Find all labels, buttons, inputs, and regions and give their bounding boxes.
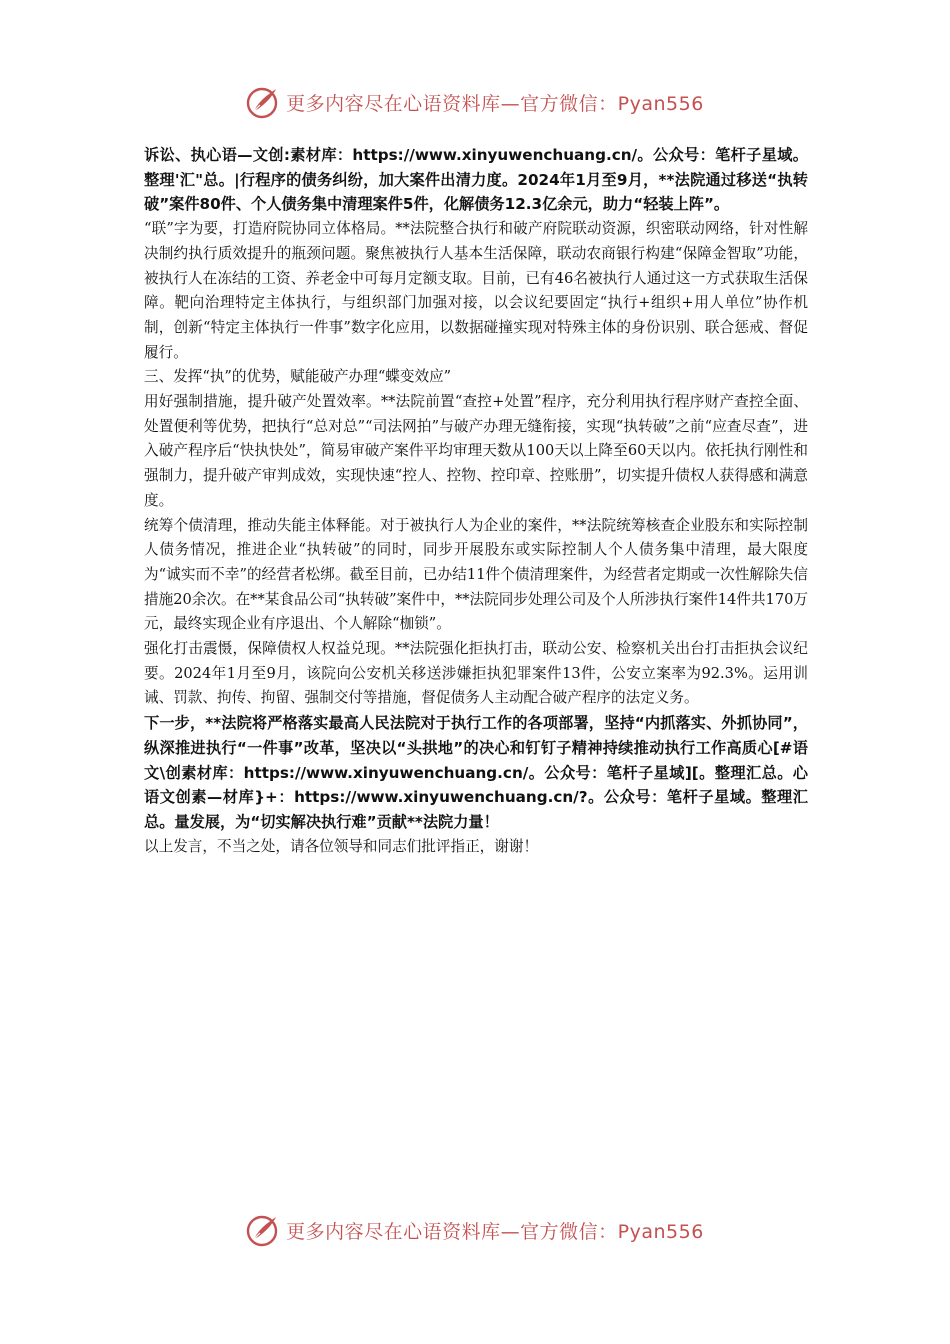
- quill-logo-icon: [246, 1213, 280, 1247]
- paragraph-6: 强化打击震慑，保障债权人权益兑现。**法院强化拒执打击，联动公安、检察机关出台打击拒执会议纪要。2024年1月至9月，该院向公安机关移送涉嫌拒执犯罪案件13件，公安立案率为92.3%。运用训诫、罚款、拘传、拘留、强制交付等措施，督促债务人主动配合破产程序的法定义务。: [144, 640, 808, 707]
- paragraph-5: 统筹个债清理，推动失能主体释能。对于被执行人为企业的案件，**法院统筹核查企业股东和实际控制人债务情况，推进企业“执转破”的同时，同步开展股东或实际控制人个人债务集中清理，最大限度为“诚实而不幸”的经营者松绑。截至目前，已办结11件个债清理案件，为经营者定期或一次性解除失信措施20余次。在**某食品公司“执转破”案件中，**法院同步处理公司及个人所涉执行案件14件共170万元，最终实现企业有序退出、个人解除“枷锁”。: [144, 516, 808, 633]
- closing-remark: 以上发言，不当之处，请各位领导和同志们批评指正，谢谢！: [144, 837, 539, 855]
- header-watermark-inner: [246, 85, 704, 119]
- paragraph-7: 下一步，**法院将严格落实最高人民法院对于执行工作的各项部署，坚持“内抓落实、外抓协同”，纵深推进执行“一件事”改革，坚决以“头拱地”的决心和钉钉子精神持续推动执行工作高质心[#语文\创素材库：https://www.xinyuwenchuang.cn/。公众号：笔杆子星域][。整理汇总。心语文创素—材库}+：https://www.xinyuwenchuang.cn/?。公众号：笔杆子星域。整理汇总。量发展，为“切实解决执行难”贡献**法院力量！: [144, 714, 808, 831]
- header-watermark-text: 更多内容尽在心语资料库—官方微信：Pyan556: [286, 92, 704, 115]
- document-body: [144, 143, 808, 859]
- section-heading-3: 三、发挥“执”的优势，赋能破产办理“蝶变效应”: [144, 368, 452, 386]
- paragraph-4: 用好强制措施，提升破产处置效率。**法院前置“查控+处置”程序，充分利用执行程序财产查控全面、处置便利等优势，把执行“总对总”“司法网拍”与破产办理无缝衔接，实现“执转破”之前“应查尽查”，进入破产程序后“快执快处”，简易审破产案件平均审理天数从100天以上降至60天以内。依托执行刚性和强制力，提升破产审判成效，实现快速“控人、控物、控印章、控账册”，切实提升债权人获得感和满意度。: [144, 393, 808, 509]
- footer-watermark-inner: [246, 1213, 704, 1247]
- paragraph-2: “联”字为要，打造府院协同立体格局。**法院整合执行和破产府院联动资源，织密联动网络，针对性解决制约执行质效提升的瓶颈问题。聚焦被执行人基本生活保障，联动农商银行构建“保障金智取”功能，被执行人在冻结的工资、养老金中可每月定额支取。目前，已有46名被执行人通过这一方式获取生活保障。靶向治理特定主体执行，与组织部门加强对接，以会议纪要固定“执行+组织+用人单位”协作机制，创新“特定主体执行一件事”数字化应用，以数据碰撞实现对特殊主体的身份识别、联合惩戒、督促履行。: [144, 220, 808, 361]
- footer-watermark-banner: [0, 1210, 950, 1250]
- footer-watermark-text: 更多内容尽在心语资料库—官方微信：Pyan556: [286, 1220, 704, 1243]
- header-watermark-banner: [0, 82, 950, 122]
- paragraph-1: 诉讼、执心语—文创:素材库：https://www.xinyuwenchuang.cn/。公众号：笔杆子星域。整理'汇"总。|行程序的债务纠纷，加大案件出清力度。2024年1月至9月，**法院通过移送“执转破”案件80件、个人债务集中清理案件5件，化解债务12.3亿余元，助力“轻装上阵”。: [144, 146, 808, 214]
- quill-logo-icon: [246, 85, 280, 119]
